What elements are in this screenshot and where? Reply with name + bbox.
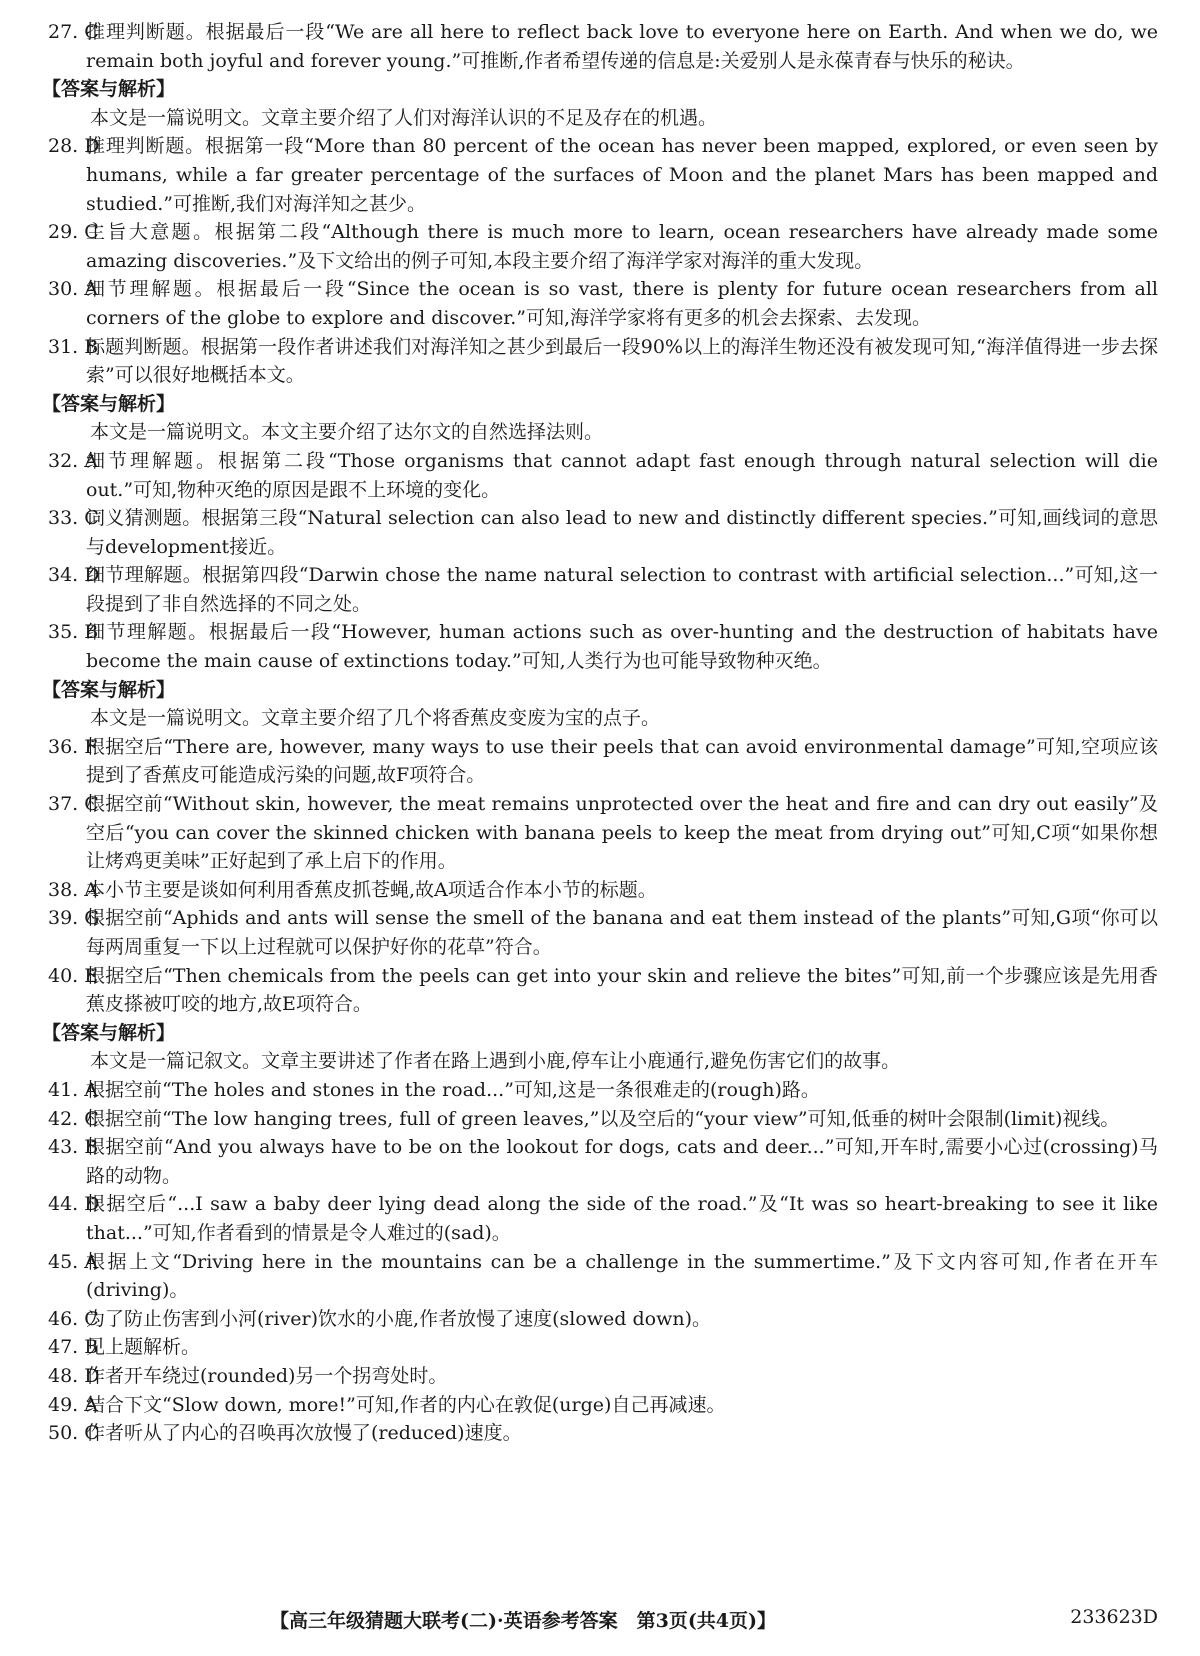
passage-summary: 本文是一篇说明文。文章主要介绍了几个将香蕉皮变废为宝的点子。 <box>90 707 661 730</box>
passage-summary: 本文是一篇说明文。本文主要介绍了达尔文的自然选择法则。 <box>90 421 604 444</box>
answer-explanation: 结合下文“Slow down, more!”可知,作者的内心在敦促(urge)自己再减速。 <box>86 1393 726 1416</box>
answer-item <box>48 1133 1158 1190</box>
answer-number: 31. B <box>48 335 99 358</box>
answer-item <box>48 18 1158 75</box>
answer-explanation: 根据空后“...I saw a baby deer lying dead along the side of the road.”及“It was so heart-breaking to see it like that...”可知,作者看到的情景是令人难过的(sad)。 <box>86 1193 1158 1244</box>
answer-explanation: 为了防止伤害到小河(river)饮水的小鹿,作者放慢了速度(slowed down)。 <box>86 1307 711 1330</box>
answer-item <box>48 904 1158 961</box>
answer-item <box>48 1305 1158 1334</box>
answer-explanation: 根据上文“Driving here in the mountains can be a challenge in the summertime.”及下文内容可知,作者在开车(driving)。 <box>86 1250 1158 1302</box>
answer-item <box>48 218 1158 275</box>
answer-item <box>48 790 1158 876</box>
answer-number: 37. C <box>48 793 99 816</box>
answer-item <box>48 1362 1158 1391</box>
section-heading: 【答案与解析】 <box>42 78 176 101</box>
answer-explanation: 作者开车绕过(rounded)另一个拐弯处时。 <box>86 1364 448 1387</box>
answer-item <box>48 1105 1158 1134</box>
answer-explanation: 细节理解题。根据第二段“Those organisms that cannot adapt fast enough through natural selection will die out.”可知,物种灭绝的原因是跟不上环境的变化。 <box>86 449 1158 501</box>
answer-number: 42. C <box>48 1107 99 1130</box>
answer-number: 36. F <box>48 735 98 758</box>
answer-item <box>48 504 1158 561</box>
answer-explanation: 主旨大意题。根据第二段“Although there is much more to learn, ocean researchers have already made some amazing discoveries.”及下文给出的例子可知,本段主要介绍了海洋学家对海洋的重大发现。 <box>86 221 1158 272</box>
footer-code: 233623D <box>1070 1606 1158 1628</box>
answer-number: 50. C <box>48 1422 99 1445</box>
answer-number: 40. E <box>48 964 99 987</box>
answer-explanation: 细节理解题。根据最后一段“Since the ocean is so vast, there is plenty for future ocean researchers from all corners of the globe to explore and discover.”可知,海洋学家将有更多的机会去探索、去发现。 <box>86 278 1158 329</box>
answer-item <box>48 333 1158 390</box>
answer-item <box>48 962 1158 1019</box>
answer-number: 38. A <box>48 878 98 901</box>
answer-item <box>48 1391 1158 1420</box>
answer-item <box>48 447 1158 504</box>
answer-explanation: 细节理解题。根据第四段“Darwin chose the name natural selection to contrast with artificial selection...”可知,这一段提到了非自然选择的不同之处。 <box>86 564 1158 615</box>
answer-explanation: 根据空后“There are, however, many ways to use their peels that can avoid environmental damage”可知,空项应该提到了香蕉皮可能造成污染的问题,故F项符合。 <box>86 735 1158 787</box>
answer-number: 27. C <box>48 21 99 43</box>
answer-number: 33. C <box>48 507 99 530</box>
page-footer <box>0 1606 1200 1636</box>
section-heading: 【答案与解析】 <box>42 678 176 701</box>
answer-explanation: 见上题解析。 <box>86 1336 201 1359</box>
answer-explanation: 根据空后“Then chemicals from the peels can get into your skin and relieve the bites”可知,前一个步骤应该是先用香蕉皮搽被叮咬的地方,故E项符合。 <box>86 964 1158 1016</box>
answer-item <box>48 561 1158 618</box>
answer-explanation: 细节理解题。根据最后一段“However, human actions such as over-hunting and the destruction of habitats have become the main cause of extinctions today.”可知,人类行为也可能导致物种灭绝。 <box>86 621 1158 673</box>
answer-item <box>48 1248 1158 1305</box>
answer-number: 44. D <box>48 1193 100 1216</box>
answer-item <box>48 275 1158 332</box>
answer-number: 32. A <box>48 449 98 472</box>
answer-number: 45. A <box>48 1250 98 1273</box>
answer-number: 29. C <box>48 221 99 244</box>
passage-summary: 本文是一篇说明文。文章主要介绍了人们对海洋认识的不足及存在的机遇。 <box>90 106 718 129</box>
answer-item <box>48 132 1158 218</box>
answer-item <box>48 1419 1158 1448</box>
answer-explanation: 根据空前“The holes and stones in the road...”可知,这是一条很难走的(rough)路。 <box>86 1078 820 1101</box>
section-heading: 【答案与解析】 <box>42 1021 176 1044</box>
answer-number: 46. C <box>48 1307 99 1330</box>
answer-explanation: 本小节主要是谈如何利用香蕉皮抓苍蝇,故A项适合作本小节的标题。 <box>86 878 657 901</box>
answer-number: 35. B <box>48 621 99 644</box>
answer-number: 48. D <box>48 1364 100 1387</box>
footer-title: 【高三年级猜题大联考(二)·英语参考答案 第3页(共4页)】 <box>270 1610 777 1632</box>
answer-number: 39. G <box>48 907 100 930</box>
answer-explanation: 推理判断题。根据第一段“More than 80 percent of the ocean has never been mapped, explored, or even seen by humans, while a far greater percentage of the surfaces of Moon and the planet Mars has been mapped and studied.”可推断,我们对海洋知之甚少。 <box>86 135 1158 215</box>
answer-number: 49. A <box>48 1393 98 1416</box>
answer-item <box>48 1333 1158 1362</box>
answer-item <box>48 618 1158 675</box>
answer-explanation: 推理判断题。根据最后一段“We are all here to reflect back love to everyone here on Earth. And when we do, we remain both joyful and forever young.”可推断,作者希望传递的信息是:关爱别人是永葆青春与快乐的秘诀。 <box>86 21 1158 72</box>
answer-explanation: 根据空前“Without skin, however, the meat remains unprotected over the heat and fire and can dry out easily”及空后“you can cover the skinned chicken with banana peels to keep the meat from drying out”可知,C项“如果你想让烤鸡更美味”正好起到了承上启下的作用。 <box>86 793 1158 873</box>
answer-explanation: 根据空前“Aphids and ants will sense the smell of the banana and eat them instead of the plants”可知,G项“你可以每两周重复一下以上过程就可以保护好你的花草”符合。 <box>86 907 1158 958</box>
answer-number: 34. D <box>48 564 100 587</box>
answer-explanation: 作者听从了内心的召唤再次放慢了(reduced)速度。 <box>86 1422 522 1445</box>
answer-item <box>48 876 1158 905</box>
answer-explanation: 根据空前“And you always have to be on the lookout for dogs, cats and deer...”可知,开车时,需要小心过(crossing)马路的动物。 <box>86 1136 1158 1187</box>
answer-number: 43. B <box>48 1136 99 1159</box>
answer-item <box>48 1190 1158 1247</box>
answer-item <box>48 1076 1158 1105</box>
answer-item <box>48 733 1158 790</box>
answer-explanation: 词义猜测题。根据第三段“Natural selection can also lead to new and distinctly different species.”可知,画线词的意思与development接近。 <box>86 507 1158 558</box>
passage-summary: 本文是一篇记叙文。文章主要讲述了作者在路上遇到小鹿,停车让小鹿通行,避免伤害它们的故事。 <box>90 1050 901 1073</box>
answer-explanation: 根据空前“The low hanging trees, full of green leaves,”以及空后的“your view”可知,低垂的树叶会限制(limit)视线。 <box>86 1107 1120 1130</box>
answer-number: 28. D <box>48 135 100 158</box>
answer-explanation: 标题判断题。根据第一段作者讲述我们对海洋知之甚少到最后一段90%以上的海洋生物还没有被发现可知,“海洋值得进一步去探索”可以很好地概括本文。 <box>86 335 1158 387</box>
answer-document <box>42 18 1158 1448</box>
answer-number: 47. B <box>48 1336 99 1359</box>
section-heading: 【答案与解析】 <box>42 392 176 415</box>
answer-number: 30. A <box>48 278 98 301</box>
answer-number: 41. A <box>48 1078 98 1101</box>
